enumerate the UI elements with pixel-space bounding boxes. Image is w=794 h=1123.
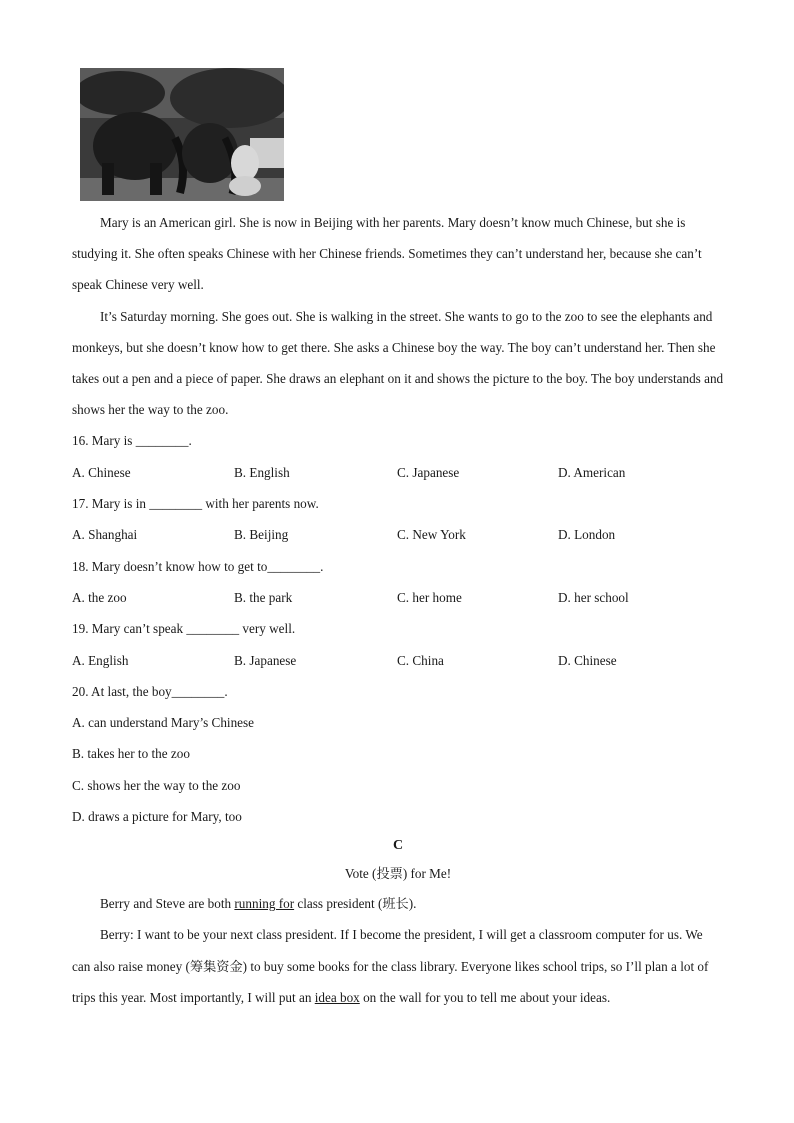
option-b[interactable]: B. English xyxy=(234,464,290,480)
option-c[interactable]: C. Japanese xyxy=(397,464,460,480)
section-title: Vote (投票) for Me! xyxy=(344,866,452,882)
elephant-photo-image xyxy=(80,68,284,201)
worksheet-page xyxy=(72,68,724,1013)
option-b[interactable]: B. the park xyxy=(234,589,293,605)
option-a[interactable]: A. English xyxy=(72,652,129,668)
options-row xyxy=(72,645,724,676)
options-row xyxy=(72,582,724,613)
intro-text-before: Berry and Steve are both xyxy=(100,896,235,912)
option-c[interactable]: C. shows her the way to the zoo xyxy=(72,777,241,793)
option-b[interactable]: B. takes her to the zoo xyxy=(72,746,190,762)
option-c[interactable]: C. China xyxy=(397,652,444,668)
passage-paragraph-2: It’s Saturday morning. She goes out. She is walking in the street. She wants to go to the zoo to see the elephants and monkeys, but she doesn’t know how to get there. She asks a Chinese boy the way. The boy can’t understand her. Then she takes out a pen and a piece of paper. She draws an elephant on it and shows the picture to the boy. The boy understands and shows her the way to the zoo. xyxy=(72,308,724,418)
question-stem: 18. Mary doesn’t know how to get to________. xyxy=(72,558,324,574)
section-intro xyxy=(72,888,724,919)
elephant-photo xyxy=(80,68,284,201)
question-stem: 20. At last, the boy________. xyxy=(72,683,228,699)
option-c[interactable]: C. New York xyxy=(397,527,466,543)
section-letter: C xyxy=(392,838,404,854)
question-stem: 19. Mary can’t speak ________ very well. xyxy=(72,621,296,637)
option-d[interactable]: D. her school xyxy=(558,589,629,605)
options-row xyxy=(72,457,724,488)
option-a[interactable]: A. can understand Mary’s Chinese xyxy=(72,715,255,731)
intro-text-after: class president (班长). xyxy=(294,896,417,912)
berry-speech xyxy=(72,919,724,1013)
option-d[interactable]: D. American xyxy=(558,464,626,480)
question-stem: 17. Mary is in ________ with her parents now. xyxy=(72,496,319,512)
option-a[interactable]: A. the zoo xyxy=(72,589,127,605)
option-c[interactable]: C. her home xyxy=(397,589,462,605)
question-17 xyxy=(72,488,724,551)
berry-underlined-phrase: idea box xyxy=(314,989,360,1005)
berry-text-before: Berry: I want to be your next class president. If I become the president, I will get a classroom computer for us. We can also raise money (筹集资金) to buy some books for the class library. Everyone likes school trips, so I’ll plan a lot of trips this year. Most importantly, I will put an xyxy=(72,927,709,1005)
question-19 xyxy=(72,613,724,676)
question-16 xyxy=(72,425,724,488)
option-a[interactable]: A. Shanghai xyxy=(72,527,138,543)
option-d[interactable]: D. London xyxy=(558,527,616,543)
option-b[interactable]: B. Japanese xyxy=(234,652,297,668)
berry-text-after: on the wall for you to tell me about your ideas. xyxy=(359,989,611,1005)
options-row xyxy=(72,519,724,550)
option-d[interactable]: D. Chinese xyxy=(558,652,617,668)
option-b[interactable]: B. Beijing xyxy=(234,527,289,543)
option-d[interactable]: D. draws a picture for Mary, too xyxy=(72,808,242,824)
question-18 xyxy=(72,551,724,614)
option-a[interactable]: A. Chinese xyxy=(72,464,131,480)
intro-underlined-phrase: running for xyxy=(234,896,295,912)
question-stem: 16. Mary is ________. xyxy=(72,433,192,449)
passage-paragraph-1: Mary is an American girl. She is now in Beijing with her parents. Mary doesn’t know much Chinese, but she is studying it. She often speaks Chinese with her Chinese friends. Sometimes they can’t understand her, because she can’t speak Chinese very well. xyxy=(72,215,702,293)
question-20 xyxy=(72,676,724,832)
